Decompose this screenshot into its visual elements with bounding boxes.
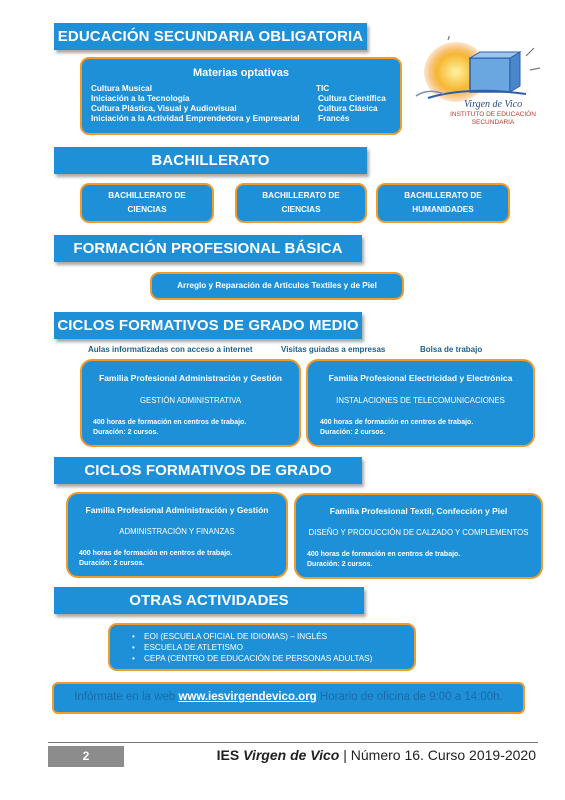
optativa-item: TIC <box>316 84 330 93</box>
otras-item: • EOI (ESCUELA OFICIAL DE IDIOMAS) – INGLÉS <box>144 631 408 642</box>
bachillerato-line1: BACHILLERATO DE <box>404 191 482 200</box>
bachillerato-ciencias-box <box>80 183 214 223</box>
bachillerato-line1: BACHILLERATO DE <box>262 191 340 200</box>
bachillerato-line2: CIENCIAS <box>127 205 167 214</box>
medio-note-visitas: Visitas guiadas a empresas <box>281 345 386 354</box>
optativa-item: Cultura Musical <box>91 84 152 93</box>
grado-medio-header: CICLOS FORMATIVOS DE GRADO MEDIO <box>54 312 362 339</box>
footer-school: Virgen de Vico <box>243 747 340 763</box>
footer-ies: IES <box>216 747 244 763</box>
card-duration: Duración: 2 cursos. <box>79 560 145 567</box>
card-duration: Duración: 2 cursos. <box>320 429 386 436</box>
card-duration: Duración: 2 cursos. <box>93 429 159 436</box>
card-hours: 400 horas de formación en centros de trabajo. <box>320 419 474 426</box>
card-cycle: INSTALACIONES DE TELECOMUNICACIONES <box>336 396 505 405</box>
medio-note-bolsa: Bolsa de trabajo <box>420 345 483 354</box>
otras-header: OTRAS ACTIVIDADES <box>54 587 364 614</box>
optativa-item: Cultura Científica <box>318 94 386 103</box>
card-family: Familia Profesional Administración y Gestión <box>99 373 282 383</box>
info-bar <box>52 682 525 714</box>
logo-line1: INSTITUTO DE EDUCACIÓN <box>450 111 536 118</box>
page-number: 2 <box>48 746 124 767</box>
bachillerato-humanidades-box <box>376 183 510 223</box>
website-link[interactable]: www.iesvirgendevico.org <box>178 691 317 703</box>
medio-card-electricidad <box>306 359 535 447</box>
footer-issue: | Número 16. Curso 2019-2020 <box>339 747 536 763</box>
optativa-item: Francés <box>318 114 350 123</box>
optativa-item: Cultura Plástica, Visual y Audiovisual <box>91 104 237 113</box>
bachillerato-header: BACHILLERATO <box>54 147 367 174</box>
card-duration: Duración: 2 cursos. <box>307 561 373 568</box>
card-cycle: GESTIÓN ADMINISTRATIVA <box>139 396 242 405</box>
card-cycle: ADMINISTRACIÓN Y FINANZAS <box>119 527 235 536</box>
card-hours: 400 horas de formación en centros de trabajo. <box>307 551 461 558</box>
optativas-title: Materias optativas <box>193 67 289 79</box>
medio-note-internet: Aulas informatizadas con acceso a internet <box>88 345 253 354</box>
otras-list <box>118 631 408 664</box>
superior-card-admin <box>66 492 288 578</box>
fpb-item-box: Arreglo y Reparación de Artículos Textiles y de Piel <box>150 272 404 300</box>
superior-card-textil <box>294 493 543 579</box>
bachillerato-line1: BACHILLERATO DE <box>108 191 186 200</box>
otras-item: • CEPA (CENTRO DE EDUCACIÓN DE PERSONAS ADULTAS) <box>144 653 408 664</box>
footer-rule <box>48 742 538 743</box>
fpb-header: FORMACIÓN PROFESIONAL BÁSICA <box>54 235 362 262</box>
optativas-right-list <box>316 84 396 124</box>
optativa-item: Cultura Clásica <box>318 104 378 113</box>
logo-name: Virgen de Vico <box>463 99 523 110</box>
card-hours: 400 horas de formación en centros de trabajo. <box>79 550 233 557</box>
bachillerato-ciencias-box-2 <box>235 183 367 223</box>
optativa-item: Iniciación a la Tecnología <box>91 94 190 103</box>
bachillerato-line2: CIENCIAS <box>281 205 321 214</box>
logo-line2: SECUNDARIA <box>471 119 515 126</box>
footer-title <box>196 747 536 763</box>
eso-header: EDUCACIÓN SECUNDARIA OBLIGATORIA <box>54 23 367 50</box>
optativa-item: Iniciación a la Actividad Emprendedora y Empresarial <box>91 114 300 123</box>
card-cycle: DISEÑO Y PRODUCCIÓN DE CALZADO Y COMPLEMENTOS <box>308 528 529 537</box>
bachillerato-line2: HUMANIDADES <box>412 205 474 214</box>
optativas-left-list <box>91 84 311 124</box>
otras-item: • ESCUELA DE ATLETISMO <box>144 642 408 653</box>
card-family: Familia Profesional Administración y Gestión <box>85 505 269 515</box>
info-suffix: Horario de oficina de 9:00 a 14:00h. <box>316 691 503 703</box>
school-logo <box>408 36 548 132</box>
otras-box <box>108 623 416 671</box>
card-hours: 400 horas de formación en centros de trabajo. <box>93 419 247 426</box>
grado-superior-header: CICLOS FORMATIVOS DE GRADO <box>54 457 362 484</box>
info-prefix: Infórmate en la web <box>74 691 179 703</box>
card-family: Familia Profesional Electricidad y Electrónica <box>328 373 513 383</box>
card-family: Familia Profesional Textil, Confección y Piel <box>329 506 508 516</box>
optativas-box <box>80 57 402 135</box>
medio-card-admin <box>80 359 301 447</box>
